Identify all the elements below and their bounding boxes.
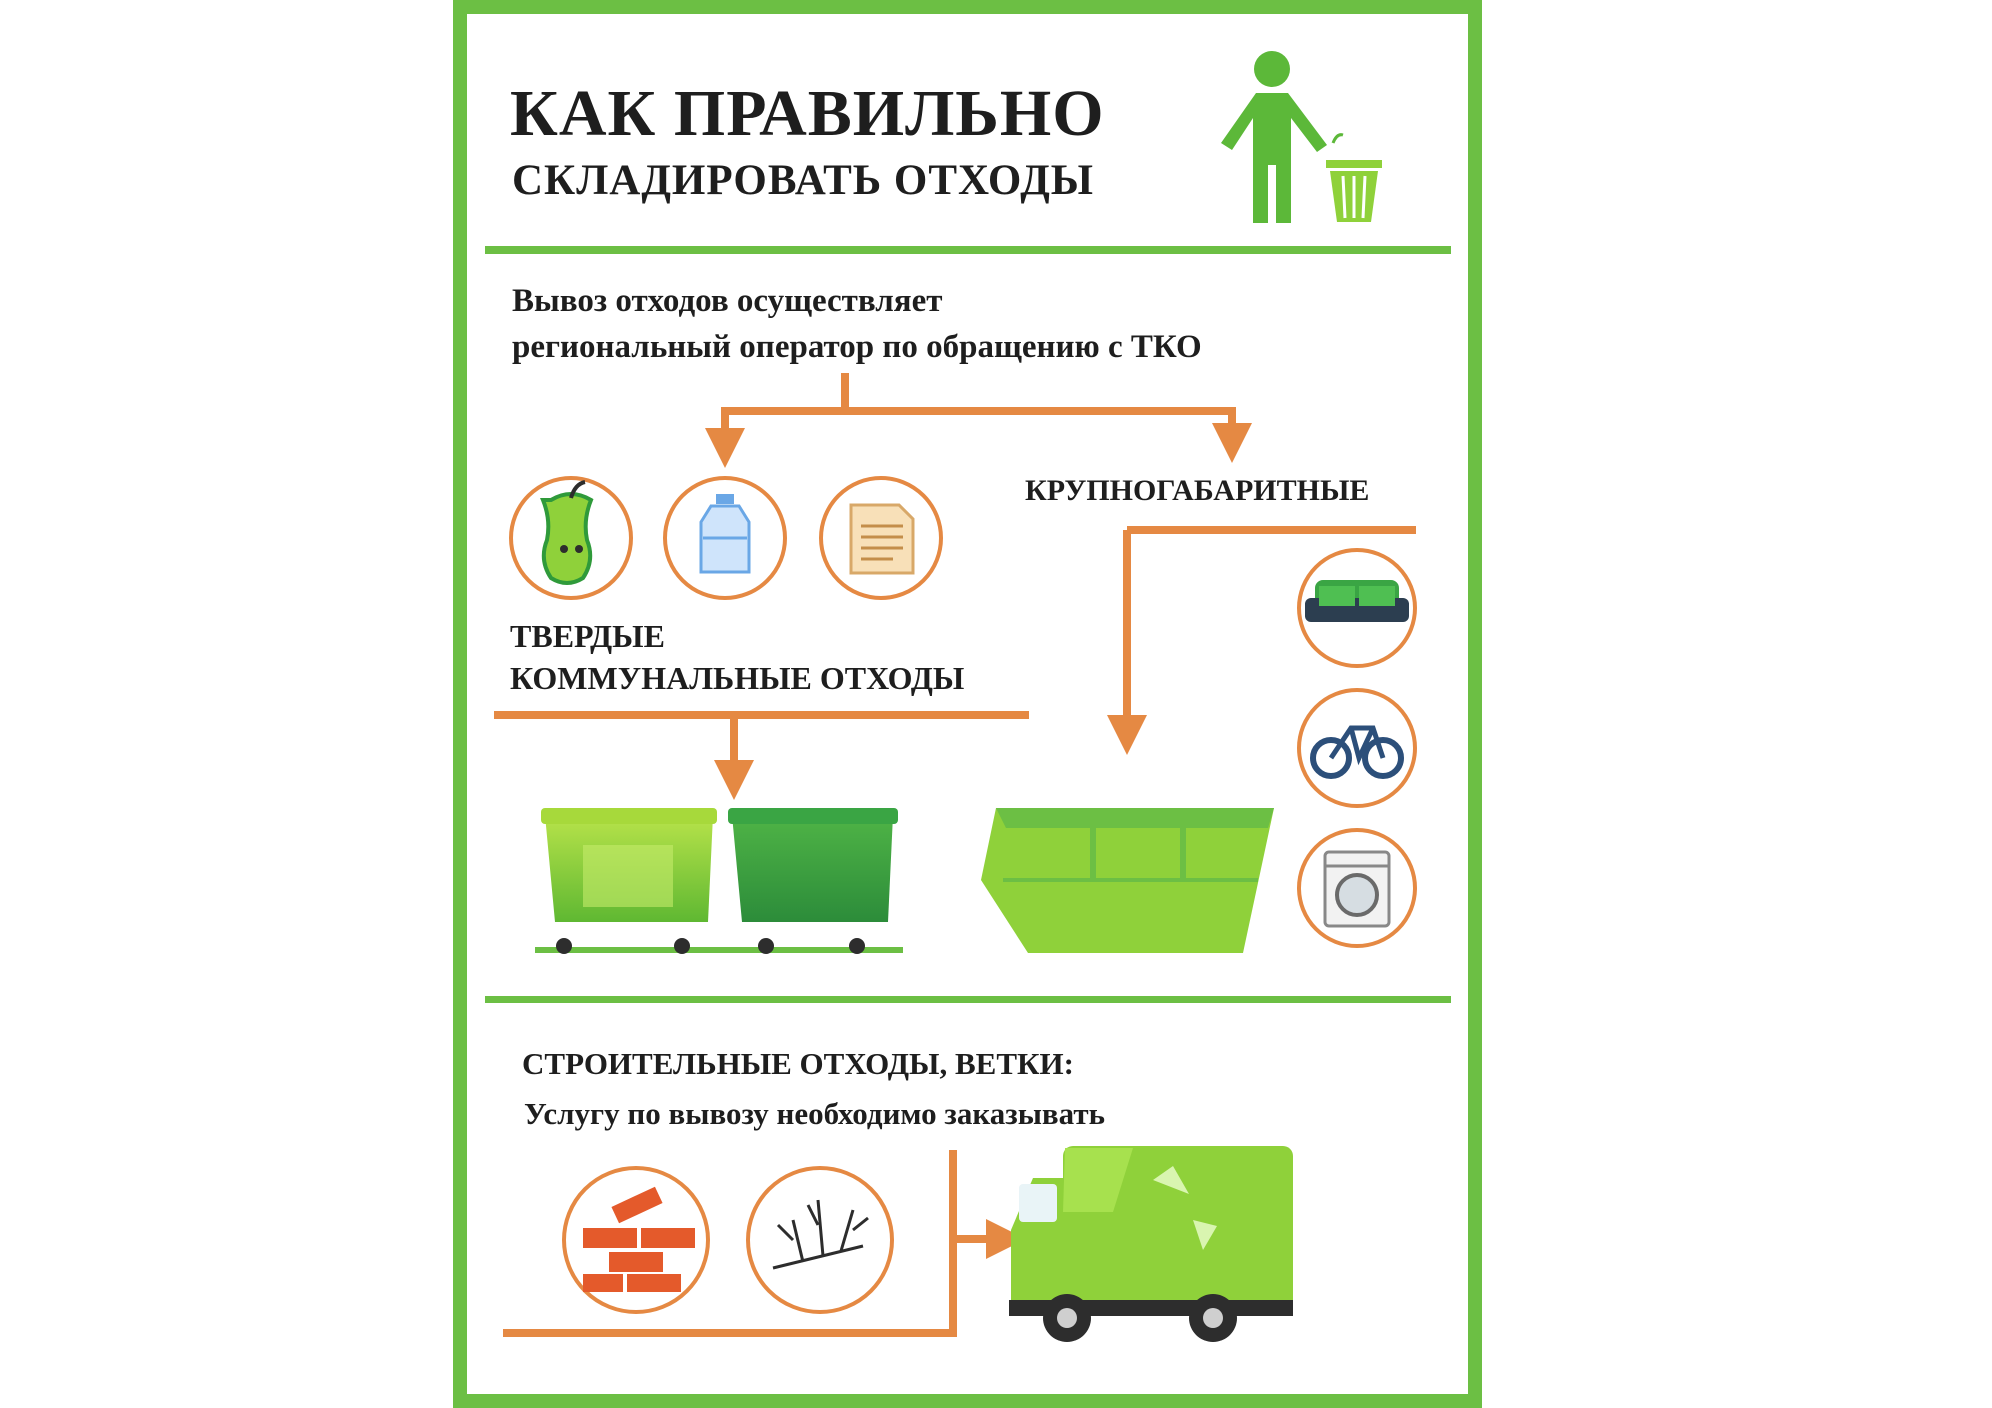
operator-text-line2: региональный оператор по обращению с ТКО — [512, 329, 1202, 365]
poster-title-line1: КАК ПРАВИЛЬНО — [510, 77, 1105, 150]
poster — [453, 0, 1482, 1408]
bicycle-icon — [1299, 690, 1415, 806]
divider-bottom — [485, 996, 1451, 1003]
bulky-waste-label: КРУПНОГАБАРИТНЫЕ — [1025, 474, 1370, 507]
operator-split-arrows — [725, 373, 1232, 448]
tree-branch-icon — [748, 1168, 892, 1312]
bin-light-green — [541, 808, 717, 922]
service-order-text: Услугу по вывозу необходимо заказывать — [524, 1096, 1105, 1131]
solid-waste-label-line2: КОММУНАЛЬНЫЕ ОТХОДЫ — [510, 660, 965, 696]
bin-dark-green — [728, 808, 898, 922]
poster-title-line2: СКЛАДИРОВАТЬ ОТХОДЫ — [512, 157, 1095, 204]
poster-graphics — [453, 0, 1482, 1408]
skip-container-icon — [981, 808, 1274, 953]
apple-core-icon — [511, 478, 631, 598]
water-bottle-icon — [665, 478, 785, 598]
ground-line — [535, 947, 903, 953]
divider-top — [485, 246, 1451, 254]
person-trash-icon — [1221, 51, 1382, 223]
paper-document-icon — [821, 478, 941, 598]
bricks-icon — [564, 1168, 708, 1312]
solid-waste-label-line1: ТВЕРДЫЕ — [510, 618, 665, 654]
washing-machine-icon — [1299, 830, 1415, 946]
sofa-icon — [1299, 550, 1415, 666]
garbage-truck-icon — [1009, 1146, 1293, 1342]
operator-text-line1: Вывоз отходов осуществляет — [512, 283, 943, 319]
construction-waste-label: СТРОИТЕЛЬНЫЕ ОТХОДЫ, ВЕТКИ: — [522, 1046, 1074, 1081]
